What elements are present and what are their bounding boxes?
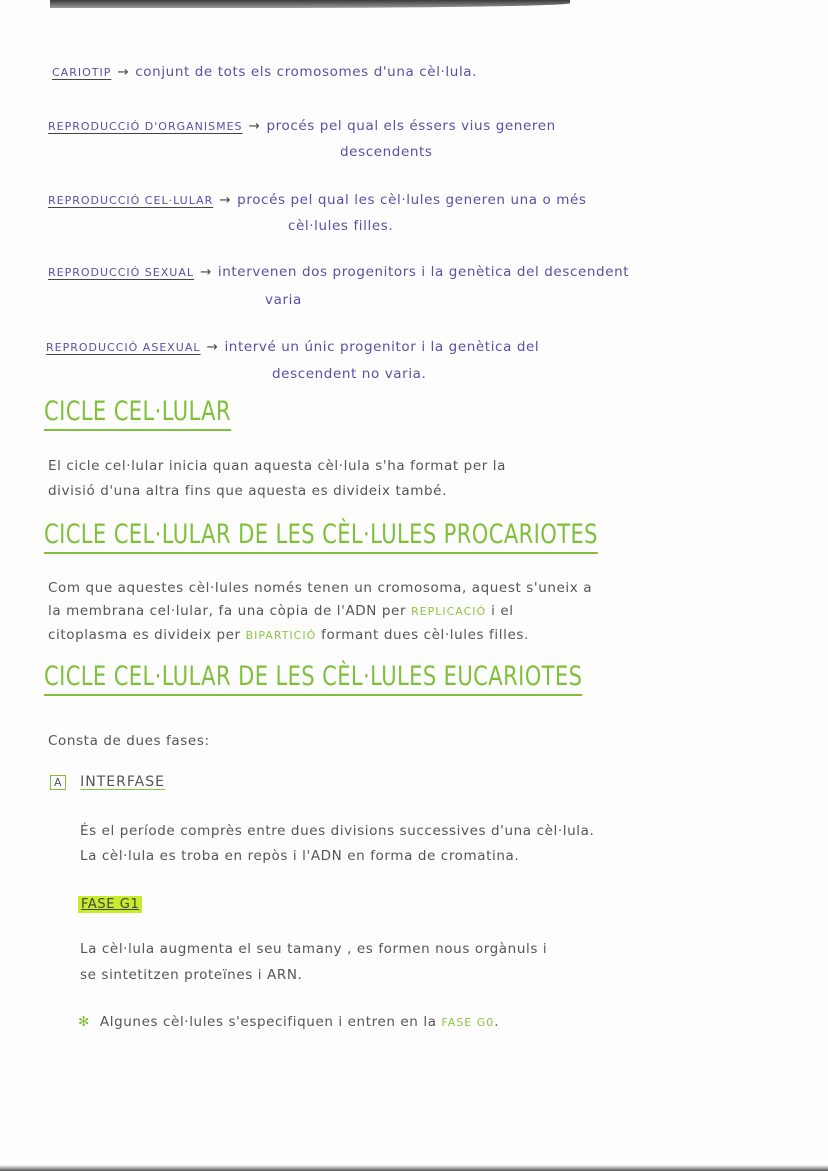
definition-text-cont: cèl·lules filles.	[288, 218, 394, 234]
definition-term: REPRODUCCIÓ CEL·LULAR	[48, 194, 214, 207]
heading-cicle-cellular: CICLE CEL·LULAR	[44, 395, 231, 431]
definition-term: REPRODUCCIÓ D'ORGANISMES	[48, 120, 243, 133]
definition-text: procés pel qual els éssers vius generen	[266, 118, 556, 134]
definition-text-cont: descendent no varia.	[272, 366, 427, 382]
highlight-biparticio: BIPARTICIÓ	[245, 629, 317, 642]
heading-eucariotes: CICLE CEL·LULAR DE LES CÈL·LULES EUCARIOTES	[44, 660, 582, 696]
page-top-edge	[50, 0, 570, 8]
paragraph-line: La cèl·lula es troba en repòs i l'ADN en forma de cromatina.	[80, 848, 520, 864]
asterisk-icon: ✻	[78, 1014, 90, 1030]
paragraph-line: És el període comprès entre dues divisions successives d'una cèl·lula.	[80, 823, 595, 839]
text: formant dues cèl·lules filles.	[321, 627, 529, 643]
paragraph-line: se sintetitzen proteïnes i ARN.	[80, 967, 303, 983]
note-text: Algunes cèl·lules s'especifiquen i entren en la	[99, 1014, 437, 1030]
text: la membrana cel·lular, fa una còpia de l'ADN per	[48, 603, 407, 619]
page-bottom-edge	[0, 1165, 828, 1171]
arrow-icon: →	[206, 339, 219, 355]
definition-cariotip	[52, 64, 477, 80]
heading-procariotes: CICLE CEL·LULAR DE LES CÈL·LULES PROCARIOTES	[44, 518, 598, 554]
definition-term: REPRODUCCIÓ ASEXUAL	[46, 341, 201, 354]
arrow-icon: →	[199, 264, 212, 280]
paragraph-line: El cicle cel·lular inicia quan aquesta cèl·lula s'ha format per la	[48, 458, 507, 474]
arrow-icon: →	[117, 64, 130, 80]
highlight-fase-g0: FASE G0	[441, 1016, 495, 1029]
definition-term: REPRODUCCIÓ SEXUAL	[48, 266, 194, 279]
definition-text: intervé un únic progenitor i la genètica del	[224, 339, 540, 355]
definition-reproduccio-asexual	[46, 339, 539, 355]
paragraph-line: La cèl·lula augmenta el seu tamany , es formen nous orgànuls i	[80, 941, 548, 957]
highlight-replicacio: REPLICACIÓ	[411, 605, 487, 618]
intro-text: Consta de dues fases:	[48, 733, 210, 749]
subphase-title	[78, 896, 142, 912]
text: i el	[491, 603, 514, 619]
arrow-icon: →	[248, 118, 261, 134]
definition-reproduccio-sexual	[48, 264, 629, 280]
note-end: .	[494, 1014, 500, 1030]
definition-reproduccio-cellular	[48, 192, 587, 208]
arrow-icon: →	[219, 192, 232, 208]
definition-text-cont: varia	[265, 292, 302, 308]
phase-letter-box: A	[50, 775, 66, 790]
paragraph-line	[48, 627, 529, 643]
definition-reproduccio-organismes	[48, 118, 556, 134]
definition-term: CARIOTIP	[52, 66, 112, 79]
definition-text: procés pel qual les cèl·lules generen una o més	[237, 192, 587, 208]
definition-text: intervenen dos progenitors i la genètica del descendent	[217, 264, 630, 280]
note-line	[78, 1014, 499, 1030]
paragraph-line: Com que aquestes cèl·lules només tenen un cromosoma, aquest s'uneix a	[48, 580, 593, 596]
text: citoplasma es divideix per	[48, 627, 241, 643]
highlighted-fase-g1: FASE G1	[78, 896, 142, 913]
paragraph-line: divisió d'una altra fins que aquesta es divideix també.	[48, 483, 447, 499]
phase-title: INTERFASE	[80, 774, 165, 790]
phase-heading	[50, 774, 165, 790]
definition-text-cont: descendents	[340, 144, 433, 160]
paragraph-line	[48, 603, 514, 619]
definition-text: conjunt de tots els cromosomes d'una cèl·lula.	[135, 64, 478, 80]
